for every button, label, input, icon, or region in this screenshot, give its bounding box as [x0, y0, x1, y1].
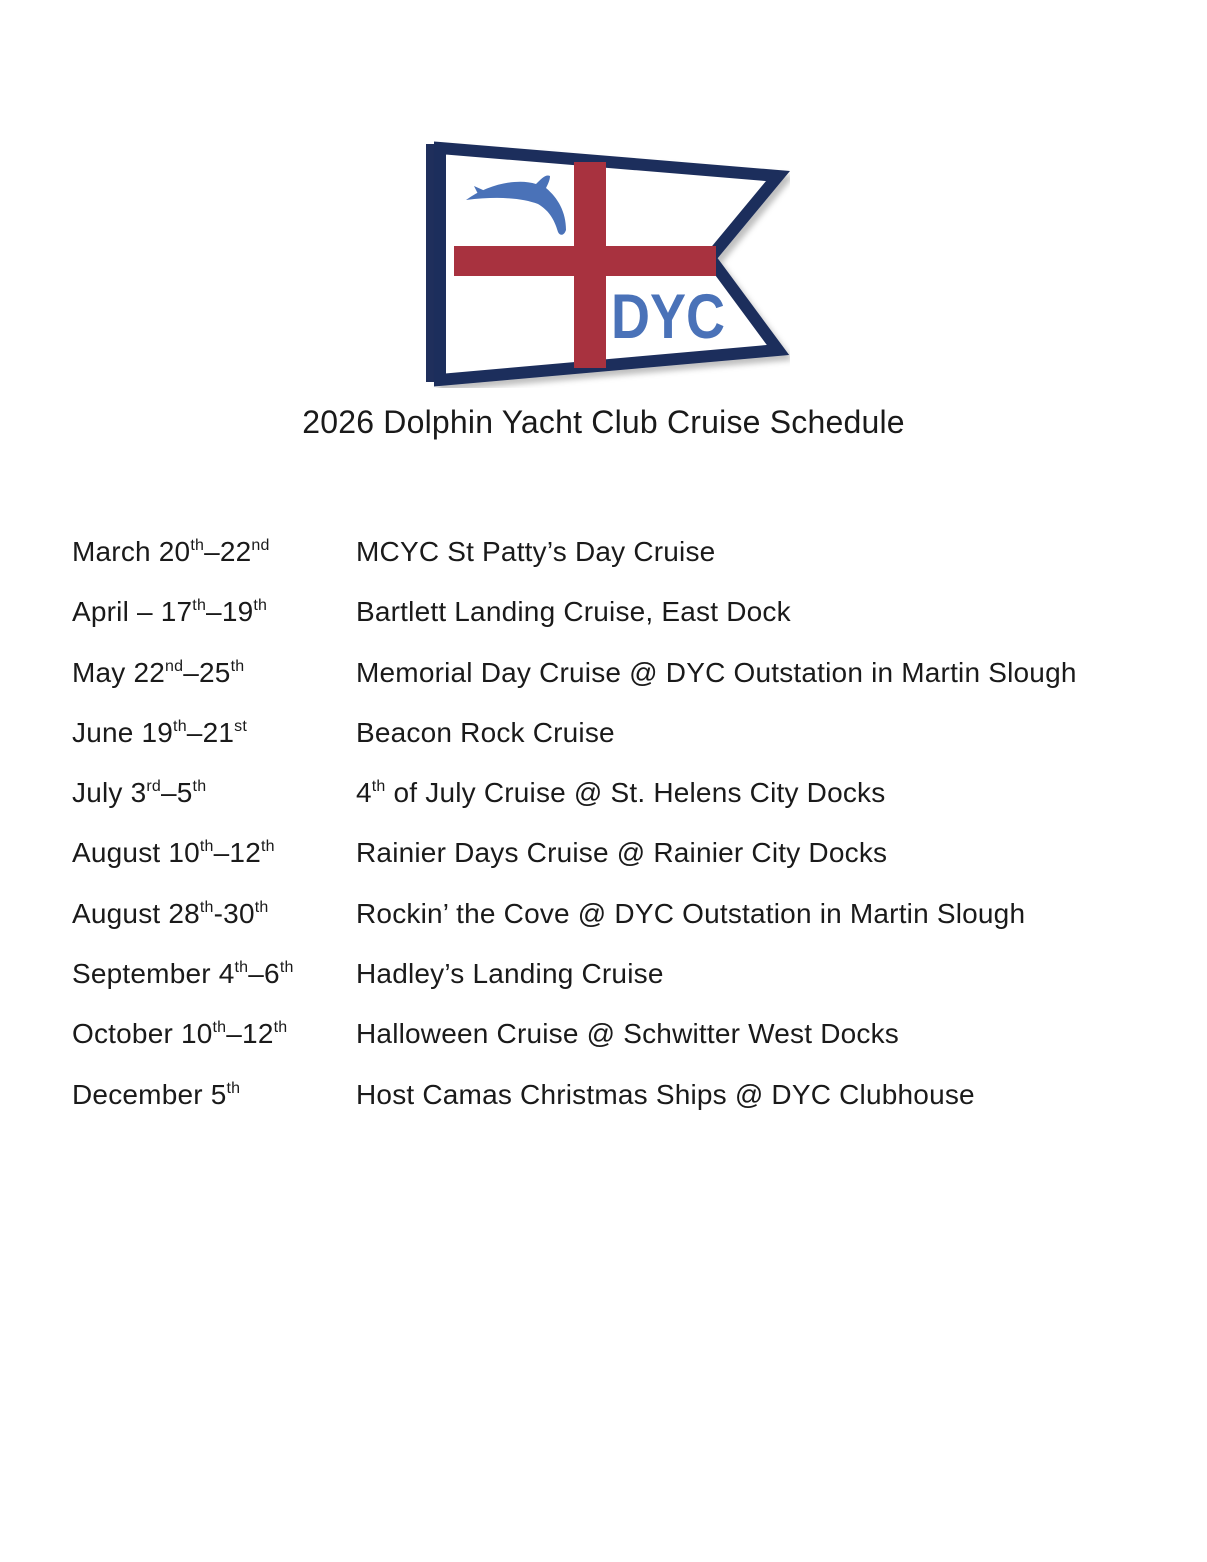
- cruise-date: [72, 777, 356, 809]
- date-ordinal-suffix: rd: [146, 778, 161, 796]
- date-ordinal-suffix: th: [190, 537, 205, 554]
- cruise-date: [72, 1079, 356, 1111]
- schedule-row: [72, 898, 1077, 958]
- event-text: Rainier Days Cruise @ Rainier City Docks: [356, 837, 888, 869]
- date-text: -30: [213, 897, 255, 929]
- event-text: 4: [356, 777, 372, 809]
- cruise-date: [72, 536, 356, 568]
- date-ordinal-suffix: th: [279, 959, 294, 977]
- date-ordinal-suffix: th: [253, 597, 268, 615]
- date-ordinal-suffix: th: [230, 657, 245, 675]
- flag-cross-vertical: [574, 162, 606, 368]
- date-ordinal-suffix: th: [173, 717, 187, 735]
- schedule-row: [72, 717, 1077, 777]
- cruise-event: [356, 1018, 899, 1050]
- date-text: April – 17: [72, 596, 193, 628]
- date-text: –25: [183, 656, 231, 688]
- cruise-date: [72, 837, 356, 869]
- cruise-date: [72, 958, 356, 990]
- cruise-event: [356, 596, 791, 628]
- cruise-event: [356, 717, 615, 749]
- date-text: December 5: [72, 1078, 227, 1110]
- date-text: May 22: [72, 656, 166, 688]
- schedule-row: [72, 1018, 1077, 1078]
- date-text: –6: [248, 958, 280, 990]
- date-text: –5: [161, 777, 193, 809]
- date-text: July 3: [72, 777, 147, 809]
- date-ordinal-suffix: th: [192, 778, 207, 796]
- date-ordinal-suffix: th: [199, 838, 214, 856]
- event-text: Memorial Day Cruise @ DYC Outstation in Martin Slough: [356, 656, 1077, 688]
- cruise-event: [356, 536, 715, 568]
- date-text: March 20: [72, 536, 191, 567]
- date-text: –22: [204, 536, 252, 567]
- date-ordinal-suffix: th: [192, 597, 207, 615]
- date-ordinal-suffix: st: [234, 717, 247, 735]
- schedule-row: [72, 657, 1077, 717]
- event-text: MCYC St Patty’s Day Cruise: [356, 536, 716, 567]
- schedule-row: [72, 837, 1077, 897]
- schedule-row: [72, 1079, 1077, 1139]
- date-text: June 19: [72, 716, 174, 748]
- cruise-event: [356, 837, 887, 869]
- dyc-burgee-logo: [418, 138, 790, 388]
- logo-text: DYC: [611, 282, 725, 352]
- page-title: 2026 Dolphin Yacht Club Cruise Schedule: [302, 404, 905, 440]
- date-ordinal-suffix: th: [254, 898, 269, 916]
- date-text: –19: [206, 596, 254, 628]
- date-ordinal-suffix: th: [234, 959, 249, 977]
- event-text: Host Camas Christmas Ships @ DYC Clubhouse: [356, 1078, 975, 1110]
- date-ordinal-suffix: th: [199, 898, 214, 916]
- cruise-event: [356, 898, 1025, 930]
- event-text: Bartlett Landing Cruise, East Dock: [356, 596, 791, 628]
- cruise-event: [356, 777, 885, 809]
- date-ordinal-suffix: nd: [165, 657, 184, 675]
- cruise-date: [72, 657, 356, 689]
- date-ordinal-suffix: th: [212, 1019, 227, 1037]
- cruise-schedule-list: [72, 536, 1077, 1139]
- date-text: August 28: [72, 897, 200, 929]
- schedule-row: [72, 536, 1077, 596]
- date-ordinal-suffix: th: [260, 838, 275, 856]
- event-text: Halloween Cruise @ Schwitter West Docks: [356, 1018, 899, 1050]
- schedule-row: [72, 596, 1077, 656]
- cruise-event: [356, 657, 1077, 689]
- date-text: October 10: [72, 1018, 213, 1050]
- schedule-row: [72, 958, 1077, 1018]
- cruise-date: [72, 898, 356, 930]
- event-ordinal-suffix: th: [371, 778, 386, 796]
- cruise-date: [72, 717, 356, 749]
- cruise-event: [356, 1079, 975, 1111]
- date-text: –12: [213, 837, 261, 869]
- date-text: September 4: [72, 958, 235, 990]
- burgee-flag-icon: [418, 138, 790, 388]
- event-text: Rockin’ the Cove @ DYC Outstation in Martin Slough: [356, 897, 1026, 929]
- date-ordinal-suffix: th: [273, 1019, 288, 1037]
- cruise-event: [356, 958, 664, 990]
- event-text: Hadley’s Landing Cruise: [356, 958, 664, 990]
- date-text: August 10: [72, 837, 200, 869]
- date-text: –12: [226, 1018, 274, 1050]
- cruise-date: [72, 596, 356, 628]
- event-text: Beacon Rock Cruise: [356, 716, 615, 748]
- event-text: of July Cruise @ St. Helens City Docks: [385, 777, 886, 809]
- date-text: –21: [186, 716, 235, 748]
- schedule-row: [72, 777, 1077, 837]
- cruise-date: [72, 1018, 356, 1050]
- date-ordinal-suffix: th: [226, 1079, 241, 1097]
- date-ordinal-suffix: nd: [251, 537, 270, 554]
